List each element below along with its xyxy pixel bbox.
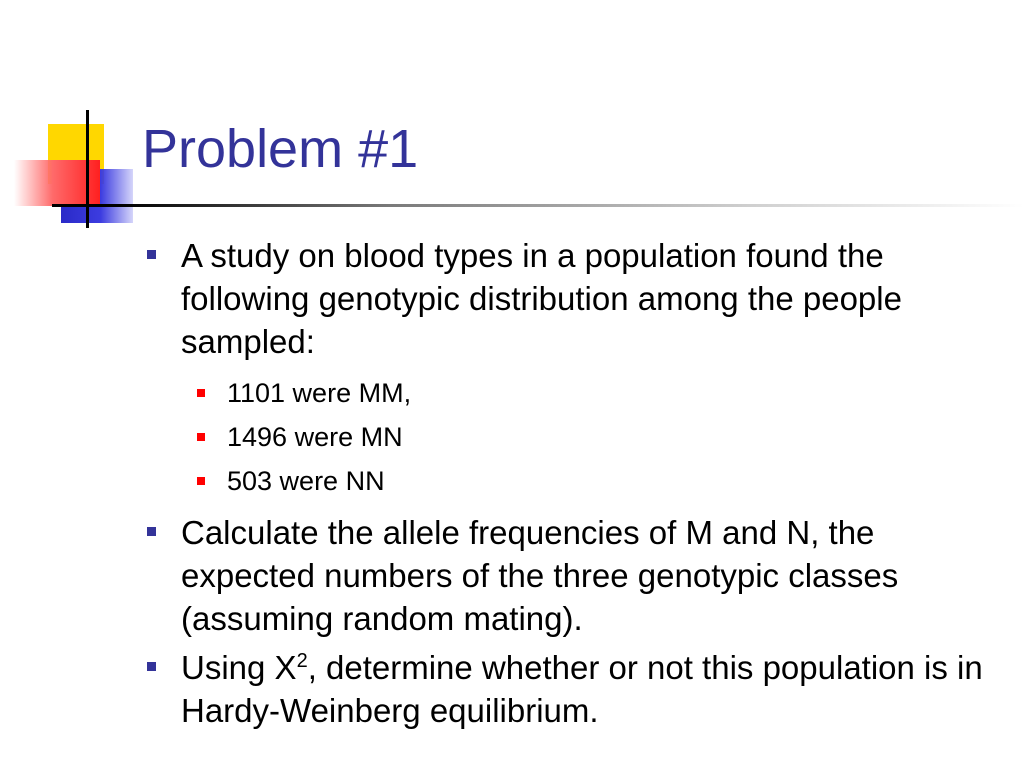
square-bullet-icon xyxy=(147,527,156,536)
square-bullet-icon xyxy=(147,250,156,259)
bullet-item xyxy=(147,511,1007,640)
sub-bullet-item xyxy=(147,371,1007,415)
bullet-text-part: Using X xyxy=(181,649,297,686)
slide-body xyxy=(147,234,1007,732)
square-bullet-icon xyxy=(197,389,205,397)
title-underline-rule xyxy=(120,204,1024,207)
bullet-text xyxy=(181,649,983,729)
decor-vertical-line xyxy=(86,110,89,228)
bullet-item xyxy=(147,646,1007,732)
sub-bullet-text: 1496 were MN xyxy=(227,422,403,452)
square-bullet-icon xyxy=(197,433,205,441)
sub-bullet-item xyxy=(147,459,1007,503)
sub-bullet-item xyxy=(147,415,1007,459)
superscript: 2 xyxy=(296,650,308,672)
sub-bullet-text: 1101 were MM, xyxy=(227,378,412,408)
bullet-text: A study on blood types in a population found the following genotypic distribution among the people sampled: xyxy=(181,237,902,360)
square-bullet-icon xyxy=(147,662,156,671)
sub-bullet-text: 503 were NN xyxy=(227,466,385,496)
slide-title: Problem #1 xyxy=(142,119,419,179)
bullet-item xyxy=(147,234,1007,363)
bullet-text-part: , determine whether or not this population is in Hardy-Weinberg equilibrium. xyxy=(181,649,983,729)
bullet-text: Calculate the allele frequencies of M and N, the expected numbers of the three genotypic classes (assuming random mating). xyxy=(181,514,899,637)
square-bullet-icon xyxy=(197,477,205,485)
sub-bullet-list xyxy=(147,371,1007,503)
